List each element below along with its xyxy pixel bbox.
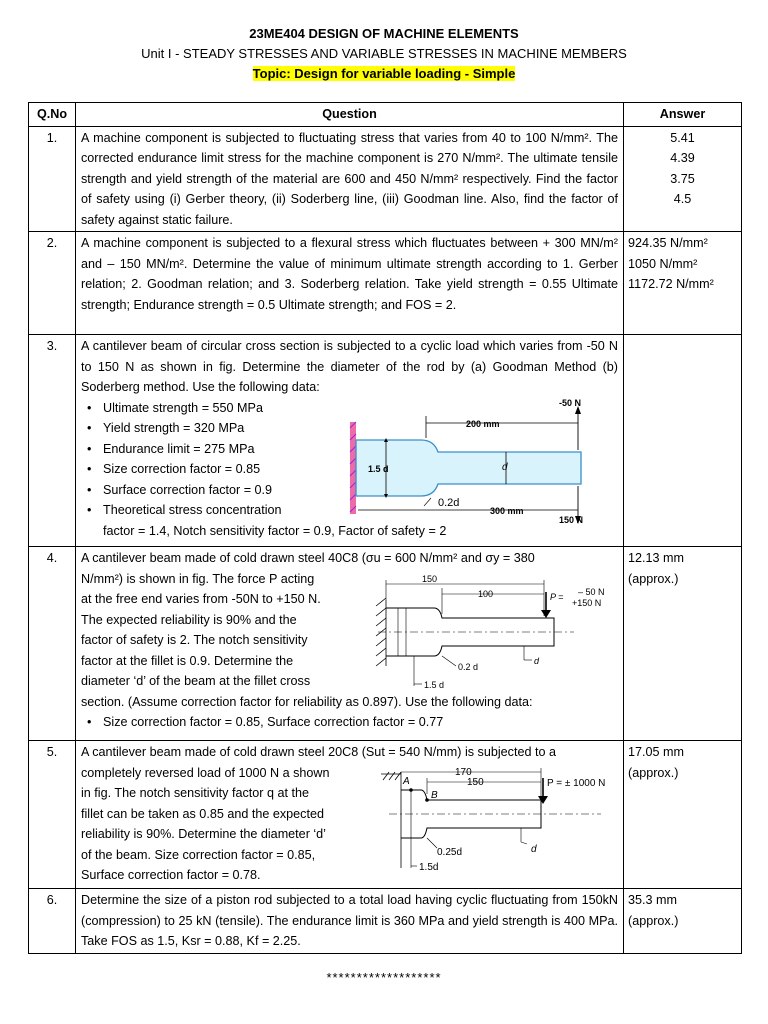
dim-dia: d [534, 656, 540, 666]
table-row [29, 741, 742, 889]
answer-3 [624, 335, 742, 547]
dim-len-200: 200 mm [466, 419, 500, 429]
list-item: • Size correction factor = 0.85, Surface correction factor = 0.77 [103, 712, 618, 733]
answer-2 [624, 232, 742, 335]
question-5-line: completely reversed load of 1000 N a shown [81, 765, 330, 780]
answer-4 [624, 547, 742, 741]
dim-dia-big: 1.5 d [368, 464, 389, 474]
question-4-line: N/mm²) is shown in fig. The force P acting [81, 571, 315, 586]
load-1: – 50 N [578, 587, 605, 597]
question-4-tail: section. (Assume correction factor for reliability as 0.897). Use the following data: [81, 694, 533, 709]
answer-line: 924.35 N/mm² [628, 236, 708, 250]
answer-line: (approx.) [628, 571, 679, 586]
list-item: • Surface correction factor = 0.9 [103, 480, 618, 501]
dim-len-150: 150 [467, 777, 484, 788]
qno-3: 3. [29, 335, 76, 547]
dim-len-150: 150 [422, 574, 438, 584]
question-4-line: at the free end varies from -50N to +150 N. [81, 592, 321, 606]
dim-fillet: 0.25d [437, 847, 463, 858]
question-4-line: diameter ‘d’ of the beam at the fillet cross [81, 674, 311, 688]
list-item: • Theoretical stress concentration [103, 500, 618, 521]
course-title: 23ME404 DESIGN OF MACHINE ELEMENTS [249, 26, 519, 41]
qno-1: 1. [29, 126, 76, 232]
question-5-line: of the beam. Size correction factor = 0.85, [81, 847, 316, 862]
answer-6 [624, 889, 742, 954]
beam-shape [356, 440, 581, 496]
question-4 [76, 547, 624, 741]
list-item: • Endurance limit = 275 MPa [103, 439, 618, 460]
load-label: P = ± 1000 N [547, 778, 606, 789]
list-item: • Yield strength = 320 MPa [103, 418, 618, 439]
table-row [29, 335, 742, 547]
question-5-line: fillet can be taken as 0.85 and the expected [81, 806, 324, 821]
figure-cantilever-1 [346, 398, 621, 526]
col-answer: Answer [624, 103, 742, 127]
answer-5 [624, 741, 742, 889]
answer-line: (approx.) [628, 765, 679, 780]
dim-dia: d [502, 462, 508, 473]
unit-title: Unit I - STEADY STRESSES AND VARIABLE STRESSES IN MACHINE MEMBERS [141, 46, 627, 61]
load-2: +150 N [572, 598, 602, 608]
question-2: A machine component is subjected to a flexural stress which fluctuates between + 300 MN/m² and – 150 MN/m². Determine the value of minimum ultimate strength according to 1. Gerber relation; 2. Goodman relation; and 3. Soderberg relation. Take yield strength = 0.55 Ultimate strength; Endurance strength = 0.5 Ultimate strength; and FOS = 2. [76, 232, 624, 335]
question-5-line1: A cantilever beam made of cold drawn steel 20C8 (Sut = 540 N/mm) is subjected to a [81, 745, 556, 759]
load-top: -50 N [559, 398, 582, 408]
question-6: Determine the size of a piston rod subjected to a total load having cyclic fluctuating from 150kN (compression) to 25 kN (tensile). The endurance limit is 360 MPa and yield strength is 400 MPa. Take FOS as 1.5, Ksr = 0.88, Kf = 2.25. [76, 889, 624, 954]
answer-line: (approx.) [628, 913, 679, 928]
topic-highlight: Topic: Design for variable loading - Simple [252, 66, 516, 81]
table-header-row [29, 103, 742, 127]
dim-dia-big: 1.5d [419, 862, 439, 873]
table-row [29, 232, 742, 335]
col-qno: Q.No [29, 103, 76, 127]
qno-2: 2. [29, 232, 76, 335]
p-label: P = [550, 592, 564, 602]
dim-len-170: 170 [455, 767, 472, 778]
qno-6: 6. [29, 889, 76, 954]
answer-line: 17.05 mm [628, 745, 684, 759]
point-a: A [403, 776, 410, 787]
questions-table [28, 102, 742, 954]
answer-line: 4.5 [673, 192, 692, 206]
footer-stars: ******************* [326, 970, 442, 985]
question-4-line: factor of safety is 2. The notch sensitivity [81, 633, 308, 647]
answer-line: 12.13 mm [628, 551, 684, 565]
wall-hatch [350, 422, 356, 514]
dim-dia: d [531, 844, 537, 855]
point-b: B [431, 790, 438, 801]
answer-line: 5.41 [670, 130, 695, 145]
question-5-line: in fig. The notch sensitivity factor q at the [81, 786, 309, 800]
figure-cantilever-3 [381, 764, 626, 876]
question-1: A machine component is subjected to fluctuating stress that varies from 40 to 100 N/mm². The corrected endurance limit stress for the machine component is 270 N/mm². The ultimate tensile strength and yield strength of the material are 600 and 450 N/mm² respectively. Find the factor of safety using (i) Gerber theory, (ii) Soderberg line, (iii) Goodman line. Also, find the factor of safety against static failure. [76, 126, 624, 232]
question-4-line: factor at the fillet is 0.9. Determine the [81, 653, 294, 668]
answer-line: 1050 N/mm² [628, 256, 698, 271]
question-5-line: reliability is 90%. Determine the diameter ‘d’ [81, 827, 326, 841]
dim-fillet: 0.2d [438, 497, 460, 509]
data-list [81, 712, 618, 733]
answer-line: 1172.72 N/mm² [628, 277, 714, 291]
dim-len-300: 300 mm [490, 506, 524, 516]
question-5 [76, 741, 624, 889]
answer-1 [624, 126, 742, 232]
list-item: • Ultimate strength = 550 MPa [103, 398, 618, 419]
qno-5: 5. [29, 741, 76, 889]
question-3-text: A cantilever beam of circular cross section is subjected to a cyclic load which varies from -50 N to 150 N as shown in fig. Determine the diameter of the rod by (a) Goodman Method (b) Soderberg method. Use the following data: [81, 339, 618, 394]
figure-cantilever-2 [374, 570, 624, 692]
qno-4: 4. [29, 547, 76, 741]
col-question: Question [76, 103, 624, 127]
question-4-line: The expected reliability is 90% and the [81, 612, 297, 627]
dim-len-100: 100 [478, 589, 494, 599]
load-bottom: 150 N [559, 515, 584, 525]
dim-fillet: 0.2 d [458, 662, 479, 672]
answer-line: 35.3 mm [628, 893, 677, 907]
dim-dia-big: 1.5 d [424, 680, 445, 690]
topic-title [0, 66, 768, 81]
question-3-tail: factor = 1.4, Notch sensitivity factor = 0.9, Factor of safety = 2 [103, 523, 447, 538]
table-row [29, 547, 742, 741]
question-3 [76, 335, 624, 547]
table-row [29, 889, 742, 954]
answer-line: 4.39 [670, 151, 695, 165]
question-5-line: Surface correction factor = 0.78. [81, 868, 261, 882]
list-item: • Size correction factor = 0.85 [103, 459, 618, 480]
answer-line: 3.75 [670, 171, 695, 186]
table-row [29, 126, 742, 232]
question-4-line1: A cantilever beam made of cold drawn steel 40C8 (σu = 600 N/mm² and σy = 380 [81, 551, 535, 565]
